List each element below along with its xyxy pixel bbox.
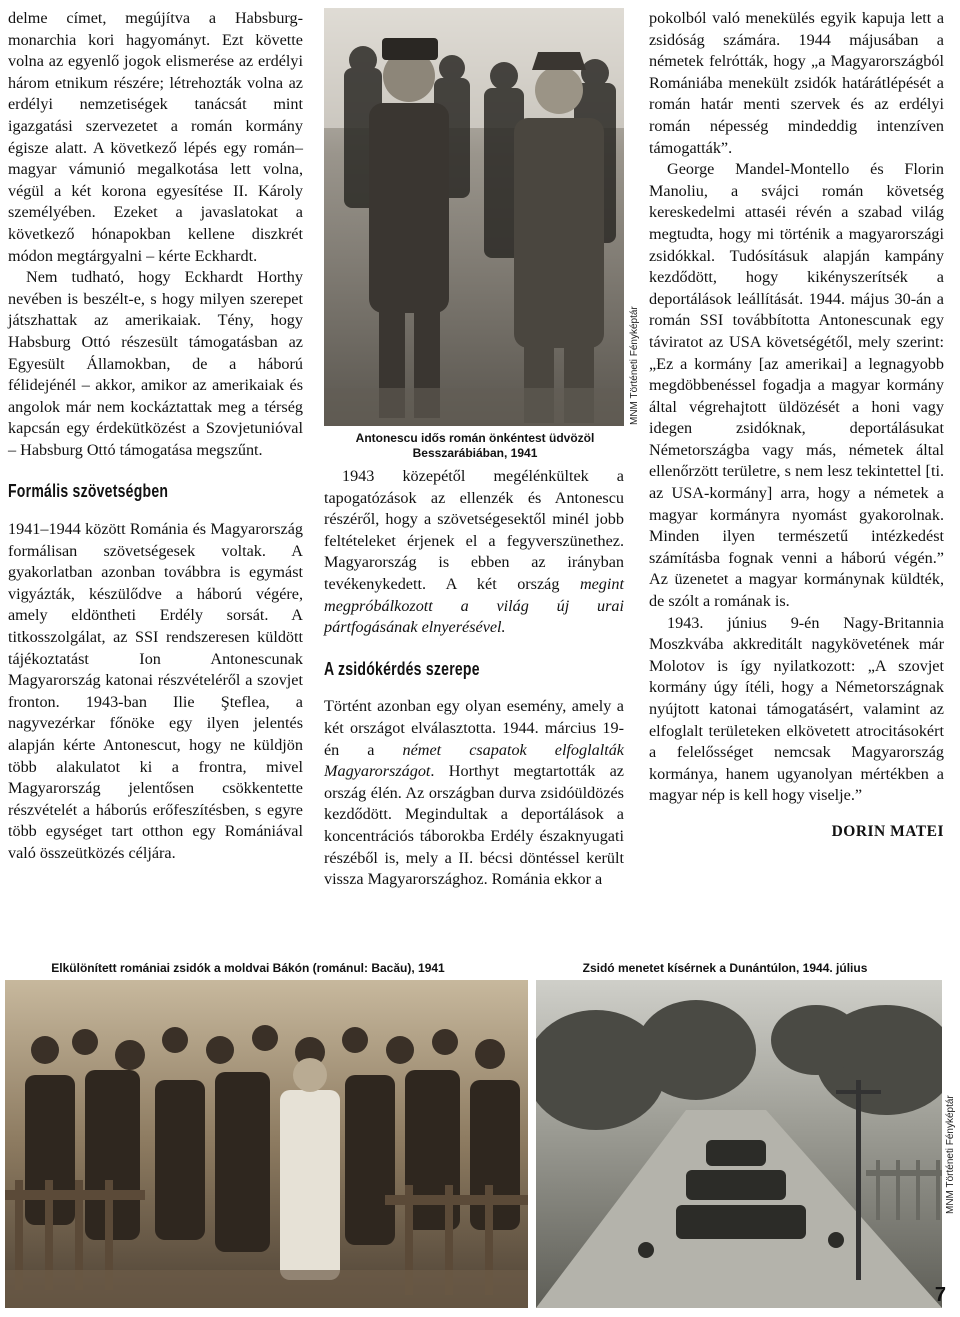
middle-column bbox=[324, 466, 624, 891]
paragraph: 1941–1944 között Románia és Magyarország formálisan szövetségesek voltak. A gyakorlatban azonban továbbra is egymást vigyázták, készülődve a háború végére, amely eldöntheti Erdély sorsát. A titkosszolgálat, az SSI rendszeresen küldött tájékoztatást Ion Antonescunak Magyarország katonai részvételéről a szovjet fronton. 1943-ban Ilie Şteflea, a nagyvezérkar főnöke egy ilyen jelentés alapján kérte Antonescut, hogy ne küldjön több alakulatot ki a frontra, mivel Magyarország jelentősen csökkentette részvételét a háborús erőfeszítésben, s egyre több egységet tart otthon egy Romániával való összeütközés céljára. bbox=[8, 520, 303, 862]
photo-caption-top: Antonescu idős román önkéntest üdvözöl Besszarábiában, 1941 bbox=[355, 431, 595, 460]
text-run: 1943 közepétől megélénkültek a tapogatózások az ellenzék és Antonescu részéről, hogy a szövetségesektől minél jobb feltételeket érjenek el a fegyverszünethez. Magyarország is ebben az irányban tevékenykedett. A két ország bbox=[324, 467, 624, 593]
paragraph: pokolból való menekülés egyik kapuja lett a zsidóság számára. 1944 májusában a németek felrótták, hogy „a Magyarországból Romániába menekült zsidók határátlépését a román határ menti szervek és az erdélyi román népesség mindeddig intenzíven támogatták”. bbox=[649, 9, 944, 157]
photo-dunantul bbox=[536, 980, 942, 1308]
paragraph: Nem tudható, hogy Eckhardt Horthy nevében is beszélt-e, s hogy milyen szerepet játszhattak az amerikaiak. Tény, hogy Habsburg Ottó részesült támogatásban az Egyesült Államokban, de a háború félidejénél – akkor, amikor az amerikaiak és angolok már nem kockáztattak meg a térség kapcsán egy érdekütközést a Szovjetunióval – Habsburg Ottó támogatása megszűnt. bbox=[8, 268, 303, 459]
paragraph: 1943. június 9-én Nagy-Britannia Moszkvába akkreditált nagykövetének már Molotov is így nyilatkozott: „A szovjet kormány úgy ítéli, hogy a Németországnak nyújtott katonai támogatásért, valamint az elfoglalt területeken elkövetett atrocitásokért a felelősséget nemcsak Magyarország kormánya, hanem ugyanolyan mértékben a magyar nép is kell hogy viselje.” bbox=[649, 613, 944, 805]
page-number: 7 bbox=[934, 1284, 946, 1306]
left-column bbox=[8, 8, 303, 865]
photo-antonescu bbox=[324, 8, 624, 426]
paragraph: delme címet, megújítva a Habsburg-monarchia kori hagyományt. Ezt követte volna az egyenlő jogok elismerése az erdélyi három etnikum részére; létrehozták volna az erdélyi nemzetiségek tanácsát mint igazgatási szervezetet a román kormány égisze alatt. A következő lépés egy román–magyar vámunió megalkotása lett volna, végül a két korona egyesítése II. Károly személyében. Ezeket a javaslatokat a következő hónapokban kellene diszkrét módon megtárgyalni – kérte Eckhardt. bbox=[8, 9, 303, 265]
photo-caption-bottom-left: Elkülönített romániai zsidók a moldvai Bákón (románul: Bacău), 1941 bbox=[51, 961, 445, 975]
paragraph bbox=[324, 466, 624, 639]
photo-antonescu-illustration bbox=[324, 8, 624, 426]
author-byline: DORIN MATEI bbox=[831, 822, 944, 840]
italic-text: német csapatok elfoglalták Magyarországot bbox=[324, 740, 624, 781]
paragraph bbox=[324, 696, 624, 890]
photo-dunantul-illustration bbox=[536, 980, 942, 1308]
italic-text: megint megpróbálkozott a világ új urai pártfogásának elnyerésével. bbox=[324, 574, 624, 637]
text-run: . Horthyt megtartották az ország élén. Az országban durva zsidóüldözés kezdődött. Megindultak a deportálások a koncentrációs táborokba Erdély északnyugati részéből is, mely a II. bécsi döntéssel került vissza Magyarországhoz. Románia ekkor a bbox=[324, 762, 624, 889]
text-run: Történt azonban egy olyan esemény, amely a két országot elválasztotta. 1944. március 19-én a bbox=[324, 697, 624, 759]
section-heading: Formális szövetségben bbox=[8, 481, 169, 502]
paragraph: George Mandel-Montello és Florin Manoliu, a svájci román követség kereskedelmi attaséi révén a szabad világ megtudta, hogy mi történik a magyarországi zsidókkal. Tudósításuk alapján kampány kezdődött, hogy kikényszerítsék a deportálások leállítását. 1944. május 30-án a román SSI továbbította Antonescunak egy táviratot az USA követségétől, mely szerint: „Ez a kormány [az amerikai] a legnagyobb megdöbbenéssel fogadja a magyar kormány által végrehajtott üldözését a honi vagy idegen zsidóknak, deportálásukat Németországba vagy más, németek által ellenőrzött területre, s nem lesz tekintettel [ti. az USA-kormány] arra, hogy a németek a magyar kormányra nyomást gyakorolnak. Minden ilyen természetű intézkedést számításba fognak venni a háború végén.” Az üzenetet a magyar kormánynak küldték, de szólt a romának is. bbox=[649, 160, 944, 611]
photo-credit-top: MNM Történeti Fényképtár bbox=[629, 306, 640, 425]
section-heading: A zsidókérdés szerepe bbox=[324, 658, 480, 679]
photo-caption-bottom-right: Zsidó menetet kísérnek a Dunántúlon, 1944. július bbox=[582, 961, 868, 975]
photo-credit-bottom: MNM Történeti Fényképtár bbox=[945, 1095, 956, 1214]
photo-bakau bbox=[5, 980, 528, 1308]
photo-bakau-illustration bbox=[5, 980, 528, 1308]
right-column bbox=[649, 8, 944, 843]
